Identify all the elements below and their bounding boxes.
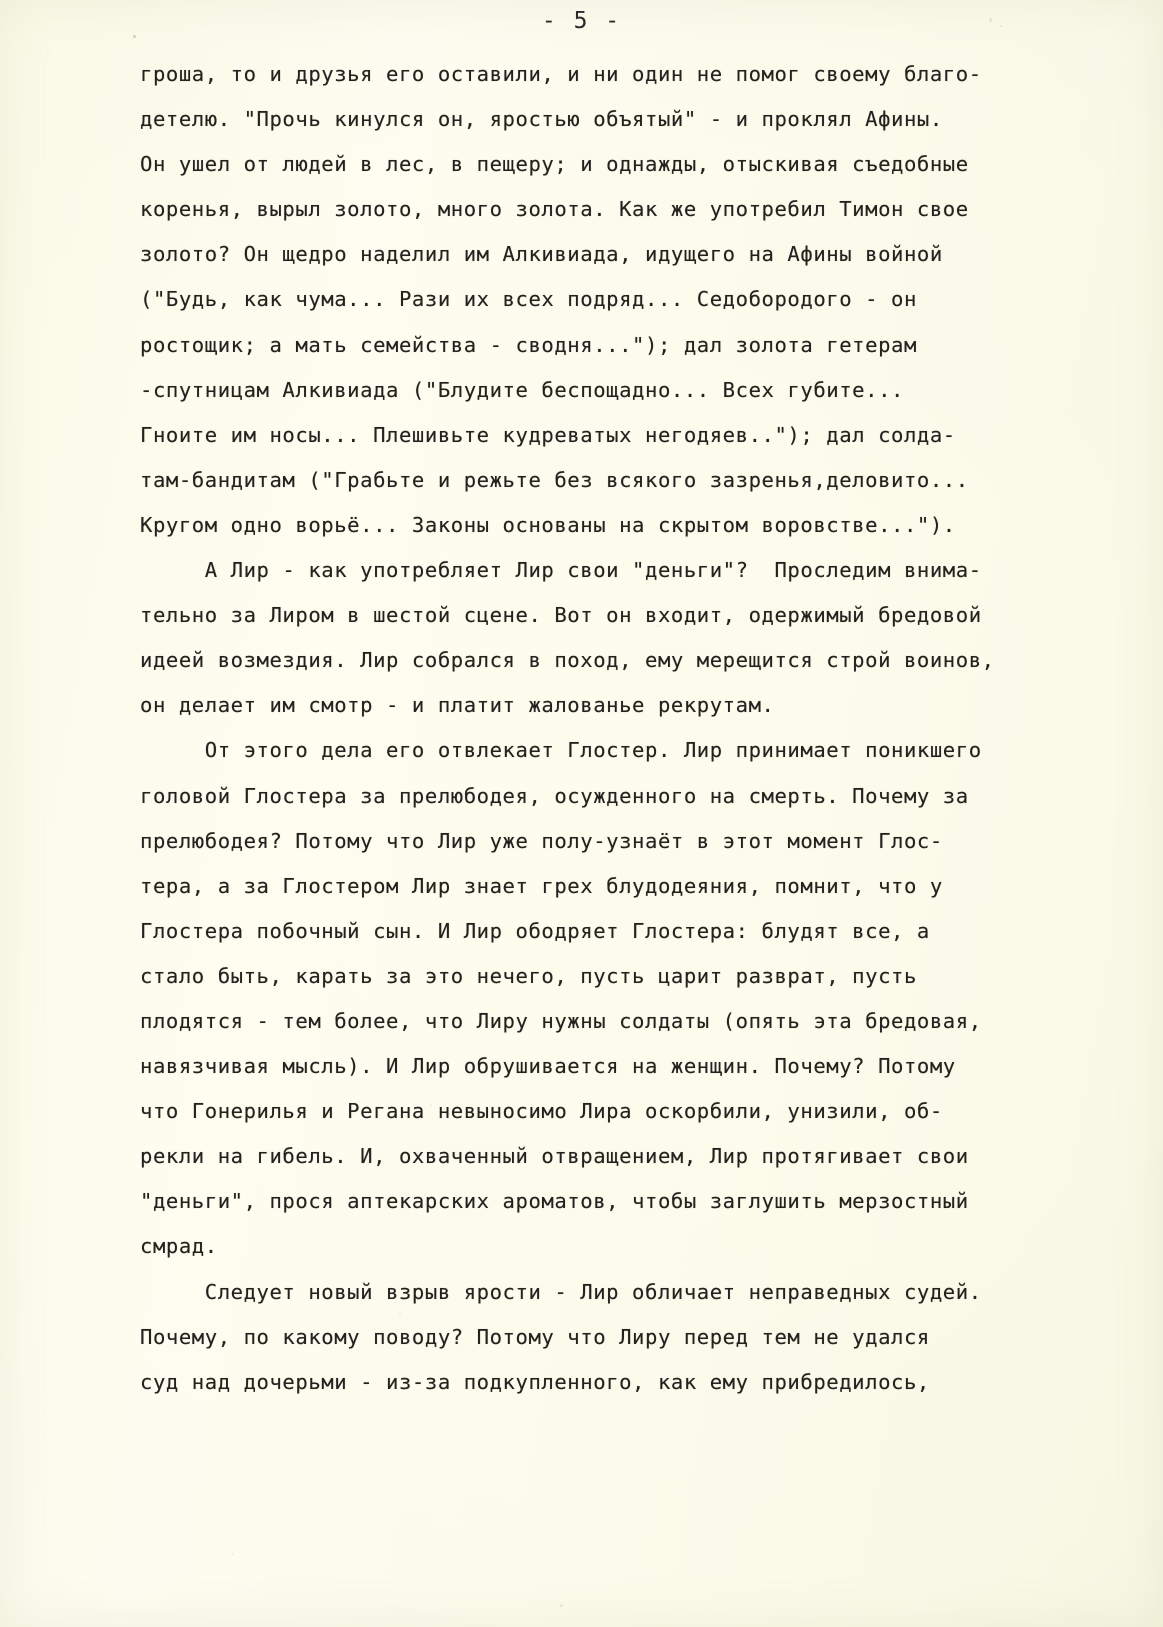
text-line: Гноите им носы... Плешивьте кудреватых негодяев.."); дал солда-: [140, 422, 956, 447]
text-line: Он ушел от людей в лес, в пещеру; и однажды, отыскивая съедобные: [140, 152, 969, 177]
text-line: детелю. "Прочь кинулся он, яростью объятый" - и проклял Афины.: [140, 107, 943, 132]
text-line: Кругом одно ворьё... Законы основаны на скрытом воровстве...").: [140, 512, 956, 537]
text-line: гроша, то и друзья его оставили, и ни один не помог своему благо-: [140, 62, 982, 86]
text-line: ("Будь, как чума... Рази их всех подряд... Седобородого - он: [140, 287, 917, 312]
text-line: стало быть, карать за это нечего, пусть царит разврат, пусть: [140, 963, 917, 988]
text-line: Следует новый взрыв ярости - Лир обличает неправедных судей.: [140, 1279, 982, 1304]
text-line: головой Глостера за прелюбодея, осужденного на смерть. Почему за: [140, 783, 969, 808]
text-line: суд над дочерьми - из-за подкупленного, как ему прибредилось,: [140, 1369, 930, 1394]
text-line: "деньги", прося аптекарских ароматов, чтобы заглушить мерзостный: [140, 1189, 969, 1214]
text-line: смрад.: [140, 1234, 218, 1259]
text-line: идеей возмездия. Лир собрался в поход, ему мерещится строй воинов,: [140, 648, 995, 673]
text-line: От этого дела его отвлекает Глостер. Лир принимает поникшего: [140, 738, 982, 763]
text-line: коренья, вырыл золото, много золота. Как же употребил Тимон свое: [140, 197, 969, 222]
text-line: там-бандитам ("Грабьте и режьте без всякого зазренья,деловито...: [140, 467, 969, 492]
text-line: навязчивая мысль). И Лир обрушивается на женщин. Почему? Потому: [140, 1054, 956, 1079]
text-line: Глостера побочный сын. И Лир ободряет Глостера: блудят все, а: [140, 918, 930, 943]
paper-speck: [232, 1553, 234, 1555]
text-line: золото? Он щедро наделил им Алкивиада, идущего на Афины войной: [140, 242, 943, 267]
paper-speck: [560, 1604, 563, 1607]
text-line: плодятся - тем более, что Лиру нужны солдаты (опять эта бредовая,: [140, 1008, 982, 1033]
text-line: тельно за Лиром в шестой сцене. Вот он входит, одержимый бредовой: [140, 603, 982, 628]
paper-speck: [133, 35, 136, 38]
text-line: он делает им смотр - и платит жалованье рекрутам.: [140, 693, 775, 718]
text-line: ростощик; а мать семейства - сводня..."); дал золота гетерам: [140, 332, 917, 357]
text-line: рекли на гибель. И, охваченный отвращением, Лир протягивает свои: [140, 1144, 969, 1169]
text-line: А Лир - как употребляет Лир свои "деньги"? Проследим внима-: [140, 558, 982, 583]
text-line: прелюбодея? Потому что Лир уже полу-узнаёт в этот момент Глос-: [140, 828, 943, 853]
page-number: - 5 -: [541, 8, 622, 34]
text-line: -спутницам Алкивиада ("Блудите беспощадно... Всех губите...: [140, 377, 904, 402]
text-line: что Гонерилья и Регана невыносимо Лира оскорбили, унизили, об-: [140, 1099, 943, 1124]
typescript-body: [140, 52, 1090, 1405]
text-line: тера, а за Глостером Лир знает грех блудодеяния, помнит, что у: [140, 873, 943, 898]
text-line: Почему, по какому поводу? Потому что Лиру перед тем не удался: [140, 1324, 930, 1349]
